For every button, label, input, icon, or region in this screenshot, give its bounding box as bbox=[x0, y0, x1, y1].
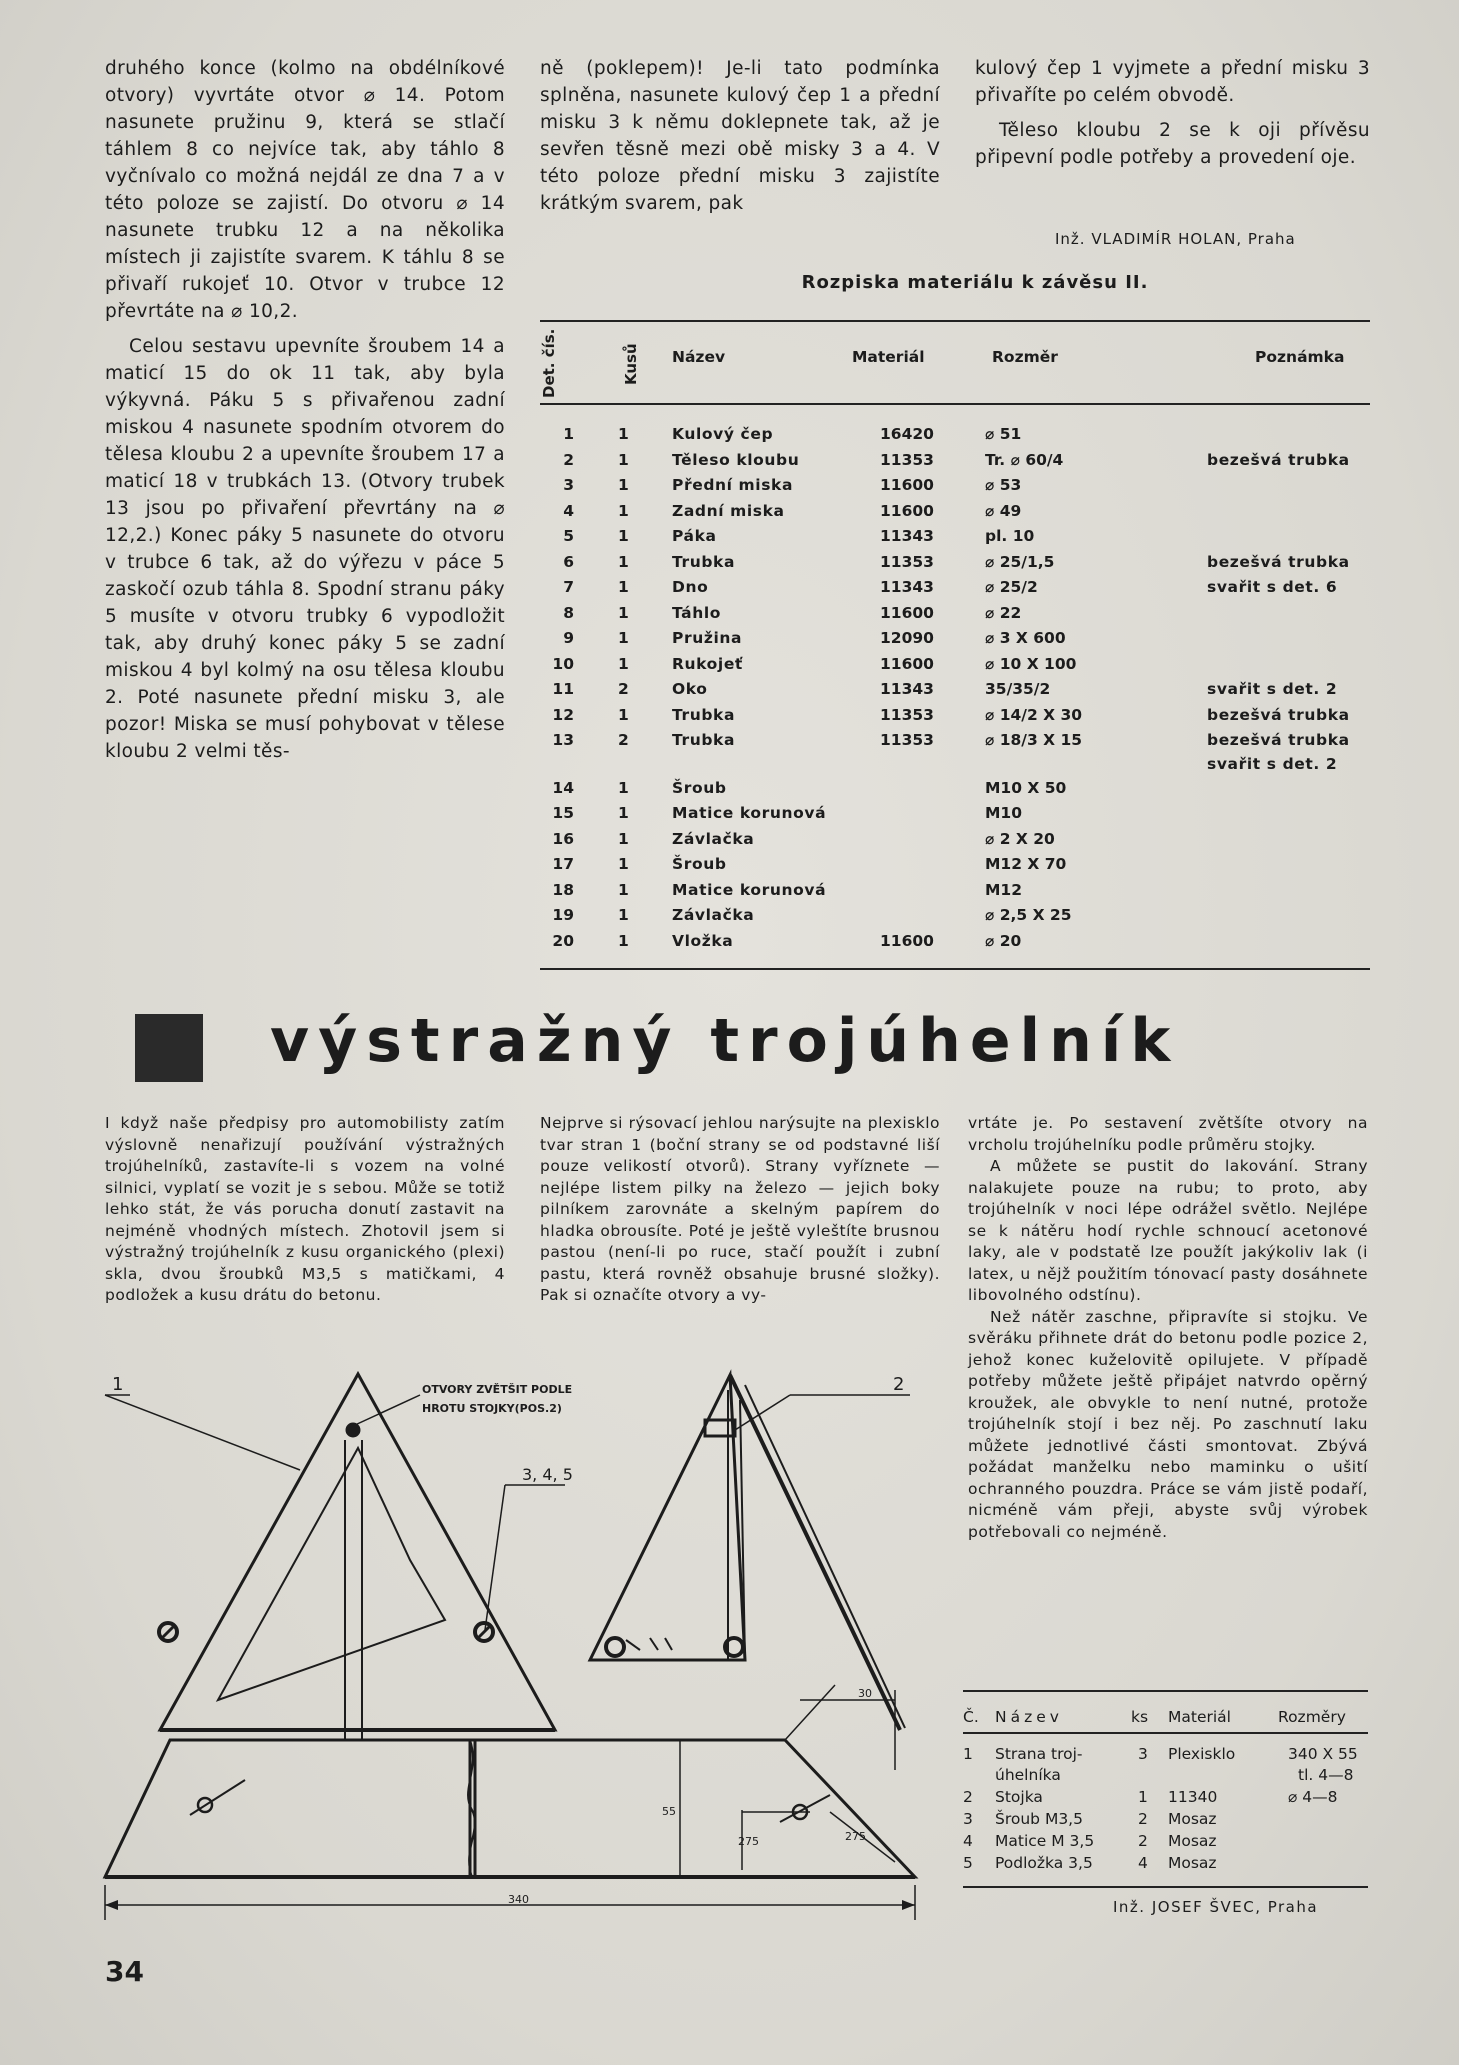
cell-nazev: Trubka bbox=[672, 705, 736, 724]
plate-right-half bbox=[470, 1740, 915, 1877]
parts-cell-rozmery: 340 X 55 bbox=[1288, 1745, 1358, 1763]
cell-nazev: Kulový čep bbox=[672, 425, 774, 443]
cell-poznamka: bezešvá trubka bbox=[1207, 552, 1350, 571]
parts-cell-c: 1 bbox=[963, 1745, 973, 1763]
cell-nazev: Šroub bbox=[672, 778, 727, 797]
cell-nazev: Pružina bbox=[672, 629, 743, 647]
parts-cell-ks: 3 bbox=[1138, 1745, 1148, 1763]
parts-cell-nazev: Strana troj- bbox=[995, 1745, 1083, 1763]
cell-rozmer: ⌀ 3 X 600 bbox=[985, 629, 1066, 647]
cell-material: 16420 bbox=[880, 425, 934, 443]
cell-ks: 1 bbox=[618, 931, 629, 950]
cell-rozmer: ⌀ 18/3 X 15 bbox=[985, 731, 1083, 749]
cell-rozmer: ⌀ 25/2 bbox=[985, 578, 1038, 596]
parts-cell-nazev: Šroub M3,5 bbox=[995, 1810, 1083, 1828]
cell-rozmer: ⌀ 25/1,5 bbox=[985, 552, 1055, 571]
cell-ks: 1 bbox=[618, 425, 629, 443]
paragraph: ně (poklepem)! Je-li tato podmínka splněna, nasunete kulový čep 1 a přední misku 3 k němu doklepnete tak, až je sevřen těsně mezi obě misky 3 a 4. V této poloze přední misku 3 zajistíte krátkým svarem, pak bbox=[540, 58, 940, 214]
dim-30: 30 bbox=[858, 1687, 872, 1700]
paragraph: Než nátěr zaschne, připravíte si stojku. Ve svěráku přihnete drát do betonu podle pozice 2, jehož konec kuželovitě opilujete. V případě potřeby můžete ještě připájet natvrdo opěrný kroužek, ale obvykle to není nutné, protože trojúhelník stojí i bez něj. Po zaschnutí laku můžete jednotlivé části smontovat. Zbývá požádat manželku nebo maminku o ušití ochranného pouzdra. Práce se vám jistě podaří, nicméně vám přeji, abyste svůj výrobek potřebovali co nejméně. bbox=[968, 1307, 1368, 1541]
cell-nazev: Táhlo bbox=[672, 603, 722, 622]
cell-rozmer: M10 bbox=[985, 804, 1022, 822]
cell-rozmer: Tr. ⌀ 60/4 bbox=[985, 450, 1064, 469]
parts-table-rule-header bbox=[963, 1732, 1368, 1734]
cell-material: 11600 bbox=[880, 603, 934, 622]
parts-table-rule-top bbox=[963, 1690, 1368, 1692]
cell-nazev: Těleso kloubu bbox=[672, 450, 800, 469]
plate-left-half bbox=[105, 1740, 475, 1877]
cell-rozmer: M10 X 50 bbox=[985, 778, 1067, 797]
cell-ks: 1 bbox=[618, 778, 629, 797]
triangle-inner-edge bbox=[218, 1448, 445, 1700]
cell-det: 18 bbox=[552, 880, 574, 899]
cell-det: 7 bbox=[563, 578, 574, 596]
cell-material: 11353 bbox=[880, 450, 934, 469]
cell-det: 1 bbox=[563, 425, 574, 443]
cell-rozmer: ⌀ 53 bbox=[985, 476, 1022, 494]
paragraph: druhého konce (kolmo na obdélníkové otvory) vyvrtáte otvor ⌀ 14. Potom nasunete pružinu 9, která se stlačí táhlem 8 co nejvíce tak, aby táhlo 8 vyčnívalo co možná nejdál ze dna 7 a v této poloze se zajistí. Do otvoru ⌀ 14 nasunete trubku 12 a na několika místech ji zajistíte svarem. K táhlu 8 se přivaří rukojeť 10. Otvor v trubce 12 převrtáte na ⌀ 10,2. bbox=[105, 58, 505, 322]
paragraph: vrtáte je. Po sestavení zvětšíte otvory na vrcholu trojúhelníku podle průměru stojky. bbox=[968, 1114, 1368, 1154]
cell-ks: 1 bbox=[618, 804, 629, 822]
cell-poznamka: bezešvá trubka bbox=[1207, 731, 1350, 749]
cell-det: 13 bbox=[552, 731, 574, 749]
cell-rozmer: ⌀ 51 bbox=[985, 425, 1022, 443]
cell-material: 11600 bbox=[880, 476, 934, 494]
cell-ks: 1 bbox=[618, 527, 629, 545]
header-material: Materiál bbox=[852, 348, 925, 366]
parts-header-rozmery: Rozměry bbox=[1278, 1708, 1346, 1726]
cell-ks: 2 bbox=[618, 680, 629, 698]
cell-material: 11600 bbox=[880, 931, 934, 950]
header-det: Det. čís. bbox=[540, 328, 558, 398]
parts-header-nazev: Název bbox=[995, 1708, 1063, 1726]
cell-det: 9 bbox=[563, 629, 574, 647]
page-number: 34 bbox=[105, 1955, 144, 1988]
parts-table-rule-bottom bbox=[963, 1886, 1368, 1888]
parts-cell-nazev: Stojka bbox=[995, 1788, 1043, 1806]
parts-cell-c: 4 bbox=[963, 1832, 973, 1850]
parts-cell-ks: 1 bbox=[1138, 1788, 1148, 1806]
cell-rozmer: ⌀ 2,5 X 25 bbox=[985, 906, 1072, 924]
parts-cell-material: Mosaz bbox=[1168, 1810, 1217, 1828]
parts-cell-material: Plexisklo bbox=[1168, 1745, 1236, 1763]
cell-ks: 1 bbox=[618, 829, 629, 848]
cell-nazev: Šroub bbox=[672, 855, 727, 873]
parts-cell-material: 11340 bbox=[1168, 1788, 1218, 1806]
cell-poznamka: bezešvá trubka bbox=[1207, 450, 1350, 469]
cell-rozmer: M12 X 70 bbox=[985, 855, 1067, 873]
cell-ks: 1 bbox=[618, 501, 629, 520]
cell-det: 17 bbox=[552, 855, 574, 873]
cell-ks: 1 bbox=[618, 855, 629, 873]
cell-ks: 1 bbox=[618, 629, 629, 647]
cell-rozmer: ⌀ 49 bbox=[985, 501, 1022, 520]
cell-nazev: Rukojeť bbox=[672, 654, 743, 673]
cell-poznamka2: svařit s det. 2 bbox=[1207, 755, 1338, 773]
paragraph: Těleso kloubu 2 se k oji přívěsu připevní podle potřeby a provedení oje. bbox=[975, 120, 1370, 168]
parts-cell-c: 2 bbox=[963, 1788, 973, 1806]
paragraph: Celou sestavu upevníte šroubem 14 a maticí 15 do ok 11 tak, aby byla výkyvná. Páku 5 s přivařenou zadní miskou 4 nasunete spodním otvorem do tělesa kloubu 2 a upevníte šroubem 17 a maticí 18 v trubkách 13. (Otvory trubek 13 jsou po přivaření převrtány na ⌀ 12,2.) Konec páky 5 nasunete do otvoru v trubce 6 tak, až do výřezu v páce 5 zaskočí ozub táhla 8. Spodní stranu páky 5 musíte v otvoru trubky 6 vypodložit tak, aby druhý konec páky 5 se zadní miskou 4 byl kolmý na osu tělesa kloubu 2. Poté nasunete přední misku 3, ale pozor! Miska se musí pohybovat v tělese kloubu 2 velmi těs- bbox=[105, 336, 505, 762]
cell-nazev: Matice korunová bbox=[672, 804, 827, 822]
cell-det: 16 bbox=[552, 829, 574, 848]
cell-rozmer: ⌀ 14/2 X 30 bbox=[985, 705, 1083, 724]
parts-cell-nazev: Matice M 3,5 bbox=[995, 1832, 1095, 1850]
header-kusu: Kusů bbox=[622, 343, 640, 385]
drawing-note-line2: HROTU STOJKY(POS.2) bbox=[422, 1402, 562, 1415]
parts-cell-c: 5 bbox=[963, 1854, 973, 1872]
dim-275b: 275 bbox=[845, 1830, 866, 1843]
dim-275a: 275 bbox=[738, 1835, 759, 1848]
cell-nazev: Trubka bbox=[672, 731, 736, 749]
parts-header-c: Č. bbox=[963, 1708, 979, 1726]
label-pos345: 3, 4, 5 bbox=[522, 1465, 573, 1484]
cell-det: 8 bbox=[563, 603, 574, 622]
parts-cell-material: Mosaz bbox=[1168, 1832, 1217, 1850]
triangle-side-view bbox=[590, 1375, 745, 1660]
cell-ks: 1 bbox=[618, 705, 629, 724]
cell-rozmer: ⌀ 22 bbox=[985, 603, 1022, 622]
label-pos2: 2 bbox=[893, 1374, 905, 1395]
cell-material: 11353 bbox=[880, 705, 934, 724]
cell-nazev: Závlačka bbox=[672, 829, 755, 848]
article-heading: výstražný trojúhelník bbox=[270, 1006, 1180, 1076]
cell-ks: 1 bbox=[618, 552, 629, 571]
parts-cell-ks: 2 bbox=[1138, 1832, 1148, 1850]
drawing-note-line1: OTVORY ZVĚTŠIT PODLE bbox=[422, 1383, 573, 1396]
cell-rozmer: ⌀ 20 bbox=[985, 931, 1022, 950]
cell-material: 11600 bbox=[880, 654, 934, 673]
cell-poznamka: svařit s det. 2 bbox=[1207, 680, 1338, 698]
cell-nazev: Zadní miska bbox=[672, 501, 785, 520]
cell-nazev: Oko bbox=[672, 680, 708, 698]
cell-det: 14 bbox=[552, 778, 574, 797]
cell-ks: 1 bbox=[618, 603, 629, 622]
cell-nazev: Páka bbox=[672, 527, 717, 545]
paragraph: I když naše předpisy pro automobilisty zatím výslovně nenařizují používání výstražných trojúhelníků, zastavíte-li s vozem na volné silnici, vyplatí se vozit je s sebou. Může se totiž lehko stát, že vás porucha donutí zastavit na nejméně vhodných místech. Zhotovil jsem si výstražný trojúhelník z kusu organického (plexi) skla, dvou šroubků M3,5 s matičkami, 4 podložek a kusu drátu do betonu. bbox=[105, 1114, 505, 1304]
cell-det: 11 bbox=[552, 680, 574, 698]
cell-material: 11353 bbox=[880, 731, 934, 749]
cell-det: 15 bbox=[552, 804, 574, 822]
cell-nazev: Vložka bbox=[672, 931, 734, 950]
cell-nazev: Závlačka bbox=[672, 906, 755, 924]
cell-det: 19 bbox=[552, 906, 574, 924]
parts-cell-c: 3 bbox=[963, 1810, 973, 1828]
cell-rozmer: 35/35/2 bbox=[985, 680, 1051, 698]
cell-det: 10 bbox=[552, 654, 574, 673]
parts-header-ks: ks bbox=[1131, 1708, 1149, 1726]
parts-header-material: Materiál bbox=[1168, 1708, 1231, 1726]
cell-det: 2 bbox=[563, 450, 574, 469]
paragraph: kulový čep 1 vyjmete a přední misku 3 přivaříte po celém obvodě. bbox=[975, 58, 1370, 106]
cell-det: 12 bbox=[552, 705, 574, 724]
cell-ks: 1 bbox=[618, 654, 629, 673]
cell-ks: 1 bbox=[618, 906, 629, 924]
cell-material: 11343 bbox=[880, 527, 934, 545]
parts-cell-ks: 4 bbox=[1138, 1854, 1148, 1872]
cell-rozmer: ⌀ 10 X 100 bbox=[985, 654, 1077, 673]
cell-det: 3 bbox=[563, 476, 574, 494]
cell-ks: 2 bbox=[618, 731, 629, 749]
parts-cell-nazev2: úhelníka bbox=[995, 1766, 1061, 1784]
parts-cell-ks: 2 bbox=[1138, 1810, 1148, 1828]
cell-nazev: Dno bbox=[672, 578, 709, 596]
cell-ks: 1 bbox=[618, 880, 629, 899]
cell-nazev: Trubka bbox=[672, 552, 736, 571]
cell-material: 11353 bbox=[880, 552, 934, 571]
cell-ks: 1 bbox=[618, 476, 629, 494]
cell-material: 11600 bbox=[880, 501, 934, 520]
cell-ks: 1 bbox=[618, 450, 629, 469]
parts-cell-rozmery2: tl. 4—8 bbox=[1298, 1766, 1354, 1784]
cell-det: 6 bbox=[563, 552, 574, 571]
cell-rozmer: pl. 10 bbox=[985, 527, 1035, 545]
cell-det: 20 bbox=[552, 931, 574, 950]
cell-nazev: Přední miska bbox=[672, 476, 794, 494]
cell-det: 5 bbox=[563, 527, 574, 545]
parts-cell-material: Mosaz bbox=[1168, 1854, 1217, 1872]
cell-material: 12090 bbox=[880, 629, 934, 647]
cell-rozmer: M12 bbox=[985, 880, 1022, 899]
header-rozmer: Rozměr bbox=[992, 348, 1058, 366]
cell-rozmer: ⌀ 2 X 20 bbox=[985, 829, 1055, 848]
cell-ks: 1 bbox=[618, 578, 629, 596]
cell-det: 4 bbox=[563, 501, 574, 520]
header-nazev: Název bbox=[672, 348, 726, 366]
author-signature: Inž. VLADIMÍR HOLAN, Praha bbox=[1055, 230, 1296, 248]
parts-cell-nazev: Podložka 3,5 bbox=[995, 1854, 1093, 1872]
cell-nazev: Matice korunová bbox=[672, 880, 827, 899]
dim-340: 340 bbox=[508, 1893, 529, 1906]
materials-table-title: Rozpiska materiálu k závěsu II. bbox=[801, 272, 1149, 293]
cell-poznamka: bezešvá trubka bbox=[1207, 705, 1350, 724]
cell-poznamka: svařit s det. 6 bbox=[1207, 578, 1338, 596]
header-poznamka: Poznámka bbox=[1255, 348, 1345, 366]
dim-55: 55 bbox=[662, 1805, 676, 1818]
author-signature-2: Inž. JOSEF ŠVEC, Praha bbox=[1113, 1898, 1319, 1916]
parts-cell-rozmery: ⌀ 4—8 bbox=[1288, 1788, 1338, 1806]
cell-material: 11343 bbox=[880, 578, 934, 596]
paragraph: A můžete se pustit do lakování. Strany nalakujete pouze na rubu; to proto, aby trojúhelník v noci lépe odrážel světlo. Nejlépe se k nátěru hodí rychle schnoucí acetonové laky, ale v podstatě lze použít jakýkoliv lak (i latex, u nějž použitím tónovací pasty dosáhnete libovolného odstínu). bbox=[968, 1157, 1368, 1304]
cell-material: 11343 bbox=[880, 680, 934, 698]
paragraph: Nejprve si rýsovací jehlou narýsujte na plexisklo tvar stran 1 (boční strany se od podstavné liší pouze velikostí otvorů). Strany vyříznete — nejlépe listem pilky na železo — jejich boky pilníkem zarovnáte a skelným papírem do hladka obrousíte. Poté je ještě vyleštíte brusnou pastou (není-li po ruce, stačí použít i zubní pastu, která rovněž obsahuje brusné složky). Pak si označíte otvory a vy- bbox=[540, 1114, 940, 1304]
label-pos1: 1 bbox=[112, 1374, 124, 1395]
